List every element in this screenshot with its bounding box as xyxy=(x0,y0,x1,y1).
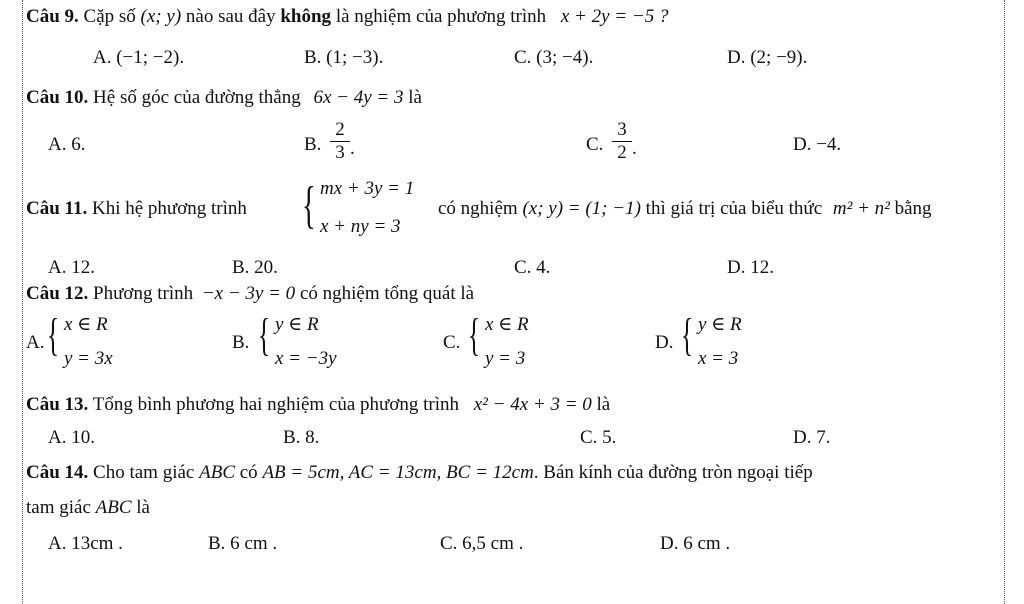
q12-d-line1: y ∈ R xyxy=(698,314,742,335)
q14-line2-triangle: ABC xyxy=(95,497,132,518)
q9-pair: (x; y) xyxy=(140,6,182,27)
q10-b-denominator: 3 xyxy=(335,142,345,163)
q11-expression: m² + n² xyxy=(832,198,890,219)
q11-option-a: A. 12. xyxy=(48,257,95,278)
q12-option-d-letter: D. xyxy=(655,332,674,353)
q10-equation: 6x − 4y = 3 xyxy=(313,87,404,108)
q11-text3: thì giá trị của biểu thức xyxy=(645,198,823,219)
q14-text: Cho tam giác xyxy=(93,462,195,483)
q12-label: Câu 12. xyxy=(26,283,89,304)
q12-c-line2: y = 3 xyxy=(485,348,526,369)
q9-bold-word: không xyxy=(280,6,332,27)
q9-equation: x + 2y = −5 ? xyxy=(560,6,669,27)
q10-option-d: D. −4. xyxy=(793,134,842,155)
q14-line2 xyxy=(26,497,150,519)
left-margin-line xyxy=(22,0,23,604)
q13-text: Tổng bình phương hai nghiệm của phương trình xyxy=(92,394,459,415)
q11-label: Câu 11. xyxy=(26,198,88,219)
q10-b-period: . xyxy=(350,138,355,159)
q9-label: Câu 9. xyxy=(26,6,79,27)
q12-option-a-letter: A. xyxy=(26,332,45,353)
q12-d-line2: x = 3 xyxy=(698,348,739,369)
q11-eq2: x + ny = 3 xyxy=(320,216,401,237)
q9-option-d: D. (2; −9). xyxy=(727,47,808,68)
q11-rest xyxy=(438,198,932,220)
q14-has: có xyxy=(239,462,258,483)
q14-option-b: B. 6 cm . xyxy=(208,533,278,554)
q14-text2: . Bán kính của đường tròn ngoại tiếp xyxy=(533,462,813,483)
q13-label: Câu 13. xyxy=(26,394,89,415)
q10-option-b-letter: B. xyxy=(304,134,322,155)
q12-b-brace: { xyxy=(258,309,271,360)
question-12 xyxy=(26,283,474,305)
q11-eq1: mx + 3y = 1 xyxy=(320,178,415,199)
q12-text: Phương trình xyxy=(93,283,194,304)
q12-b-line2: x = −3y xyxy=(275,348,337,369)
q12-option-b-letter: B. xyxy=(232,332,250,353)
question-9 xyxy=(26,6,668,28)
q12-c-line1: x ∈ R xyxy=(485,314,529,335)
q10-b-numerator: 2 xyxy=(335,119,345,140)
q14-lengths: AB = 5cm, AC = 13cm, BC = 12cm xyxy=(262,462,534,483)
q9-option-a: A. (−1; −2). xyxy=(93,47,185,68)
q11-option-d: D. 12. xyxy=(727,257,774,278)
question-13 xyxy=(26,394,610,416)
q14-line2-tail: là xyxy=(136,497,150,518)
q13-tail: là xyxy=(596,394,611,415)
q13-option-c: C. 5. xyxy=(580,427,617,448)
q9-prefix: Cặp số xyxy=(83,6,136,27)
right-margin-line xyxy=(1004,0,1005,604)
q10-tail: là xyxy=(408,87,422,108)
q12-a-line1: x ∈ R xyxy=(64,314,108,335)
q11-lead xyxy=(26,198,247,220)
q12-equation: −x − 3y = 0 xyxy=(201,283,296,304)
q13-option-a: A. 10. xyxy=(48,427,95,448)
q13-option-b: B. 8. xyxy=(283,427,320,448)
q11-solution: (x; y) = (1; −1) xyxy=(522,198,641,219)
q14-option-d: D. 6 cm . xyxy=(660,533,731,554)
q11-text: Khi hệ phương trình xyxy=(92,198,247,219)
q14-line2-text: tam giác xyxy=(26,497,91,518)
q14-option-a: A. 13cm . xyxy=(48,533,123,554)
q11-option-c: C. 4. xyxy=(514,257,551,278)
q10-c-numerator: 3 xyxy=(617,119,627,140)
q12-d-brace: { xyxy=(681,309,694,360)
q12-option-c-letter: C. xyxy=(443,332,461,353)
q12-a-line2: y = 3x xyxy=(64,348,113,369)
q10-label: Câu 10. xyxy=(26,87,89,108)
q10-c-period: . xyxy=(632,138,637,159)
q9-option-b: B. (1; −3). xyxy=(304,47,384,68)
q9-rest: là nghiệm của phương trình xyxy=(335,6,547,27)
q11-option-b: B. 20. xyxy=(232,257,278,278)
q10-option-b-fraction xyxy=(330,120,350,163)
q12-a-brace: { xyxy=(47,309,60,360)
q11-system-brace: { xyxy=(302,177,316,234)
q14-triangle: ABC xyxy=(199,462,235,483)
q12-b-line1: y ∈ R xyxy=(275,314,319,335)
q13-equation: x² − 4x + 3 = 0 xyxy=(473,394,592,415)
q10-c-denominator: 2 xyxy=(617,142,627,163)
q11-text2: có nghiệm xyxy=(438,198,518,219)
question-10 xyxy=(26,87,422,109)
q12-tail: có nghiệm tổng quát là xyxy=(299,283,475,304)
q10-option-a: A. 6. xyxy=(48,134,86,155)
q9-mid: nào sau đây xyxy=(185,6,276,27)
q10-option-c-fraction xyxy=(612,120,632,163)
q13-option-d: D. 7. xyxy=(793,427,831,448)
q10-text: Hệ số góc của đường thẳng xyxy=(93,87,301,108)
q11-tail: bằng xyxy=(894,198,932,219)
question-14 xyxy=(26,462,813,484)
q14-option-c: C. 6,5 cm . xyxy=(440,533,524,554)
q14-label: Câu 14. xyxy=(26,462,89,483)
q12-c-brace: { xyxy=(468,309,481,360)
q10-option-c-letter: C. xyxy=(586,134,604,155)
q9-option-c: C. (3; −4). xyxy=(514,47,594,68)
